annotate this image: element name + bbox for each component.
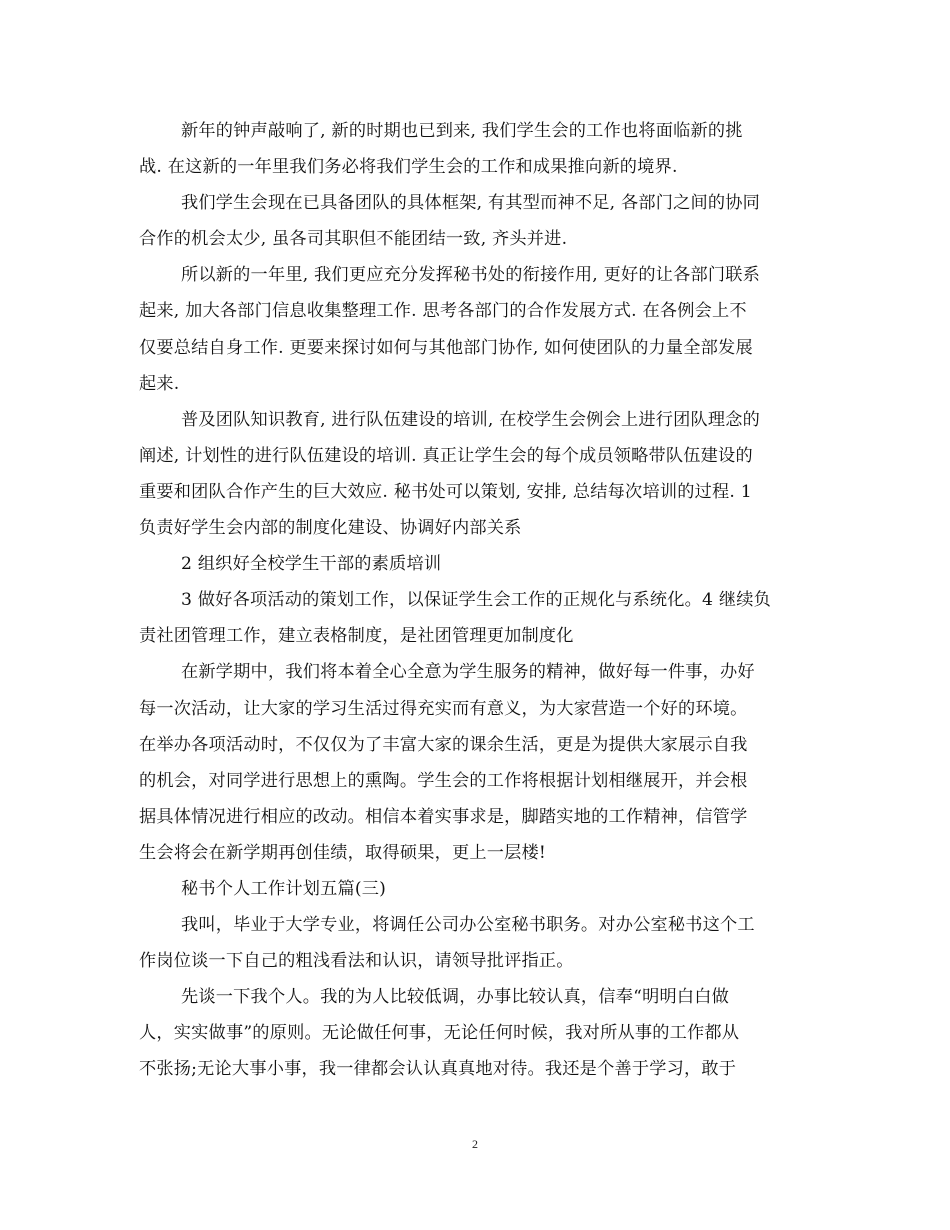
text-line: 负责好学生会内部的制度化建设、协调好内部关系 bbox=[139, 518, 522, 539]
text-line: 我叫，毕业于大学专业，将调任公司办公室秘书职务。对办公室秘书这个工 bbox=[181, 915, 755, 936]
text-line: 3 做好各项活动的策划工作，以保证学生会工作的正规化与系统化。4 继续负 bbox=[181, 590, 772, 611]
text-line: 据具体情况进行相应的改动。相信本着实事求是，脚踏实地的工作精神，信管学 bbox=[139, 806, 748, 827]
text-line: 先谈一下我个人。我的为人比较低调，办事比较认真，信奉“明明白白做 bbox=[181, 987, 730, 1008]
text-line: 我们学生会现在已具备团队的具体框架, 有其型而神不足, 各部门之间的协同 bbox=[181, 193, 761, 214]
text-line: 战. 在这新的一年里我们务必将我们学生会的工作和成果推向新的境界. bbox=[139, 157, 678, 178]
text-line: 秘书个人工作计划五篇(三) bbox=[181, 878, 387, 899]
text-line: 合作的机会太少, 虽各司其职但不能团结一致, 齐头并进. bbox=[139, 229, 568, 250]
text-line: 责社团管理工作，建立表格制度，是社团管理更加制度化 bbox=[139, 626, 574, 647]
text-line: 所以新的一年里, 我们更应充分发挥秘书处的衔接作用, 更好的让各部门联系 bbox=[181, 265, 761, 286]
text-line: 作岗位谈一下自己的粗浅看法和认识，请领导批评指正。 bbox=[139, 951, 574, 972]
text-line: 起来. bbox=[139, 373, 180, 394]
text-line: 新年的钟声敲响了, 新的时期也已到来, 我们学生会的工作也将面临新的挑 bbox=[181, 121, 743, 141]
text-line: 不张扬;无论大事小事，我一律都会认认真真地对待。我还是个善于学习，敢于 bbox=[139, 1059, 737, 1080]
page-number: 2 bbox=[472, 1137, 478, 1151]
text-line: 在举办各项活动时，不仅仅为了丰富大家的课余生活，更是为提供大家展示自我 bbox=[139, 734, 748, 755]
document-body bbox=[139, 113, 803, 1088]
text-line: 的机会，对同学进行思想上的熏陶。学生会的工作将根据计划相继展开，并会根 bbox=[139, 770, 748, 791]
text-line: 每一次活动，让大家的学习生活过得充实而有意义，为大家营造一个好的环境。 bbox=[139, 698, 748, 719]
text-line: 人，实实做事”的原则。无论做任何事，无论任何时候，我对所从事的工作都从 bbox=[139, 1023, 740, 1044]
text-line: 生会将会在新学期再创佳绩，取得硕果，更上一层楼! bbox=[139, 842, 547, 863]
text-line: 起来, 加大各部门信息收集整理工作. 思考各部门的合作发展方式. 在各例会上不 bbox=[139, 301, 747, 322]
text-line: 仅要总结自身工作. 更要来探讨如何与其他部门协作, 如何使团队的力量全部发展 bbox=[139, 337, 753, 358]
text-line: 在新学期中，我们将本着全心全意为学生服务的精神，做好每一件事，办好 bbox=[181, 662, 755, 683]
text-line: 重要和团队合作产生的巨大效应. 秘书处可以策划, 安排, 总结每次培训的过程. 1 bbox=[139, 481, 752, 502]
text-line: 阐述, 计划性的进行队伍建设的培训. 真正让学生会的每个成员领略带队伍建设的 bbox=[139, 445, 753, 466]
text-line: 普及团队知识教育, 进行队伍建设的培训, 在校学生会例会上进行团队理念的 bbox=[181, 409, 761, 430]
text-line: 2 组织好全校学生干部的素质培训 bbox=[181, 554, 442, 575]
